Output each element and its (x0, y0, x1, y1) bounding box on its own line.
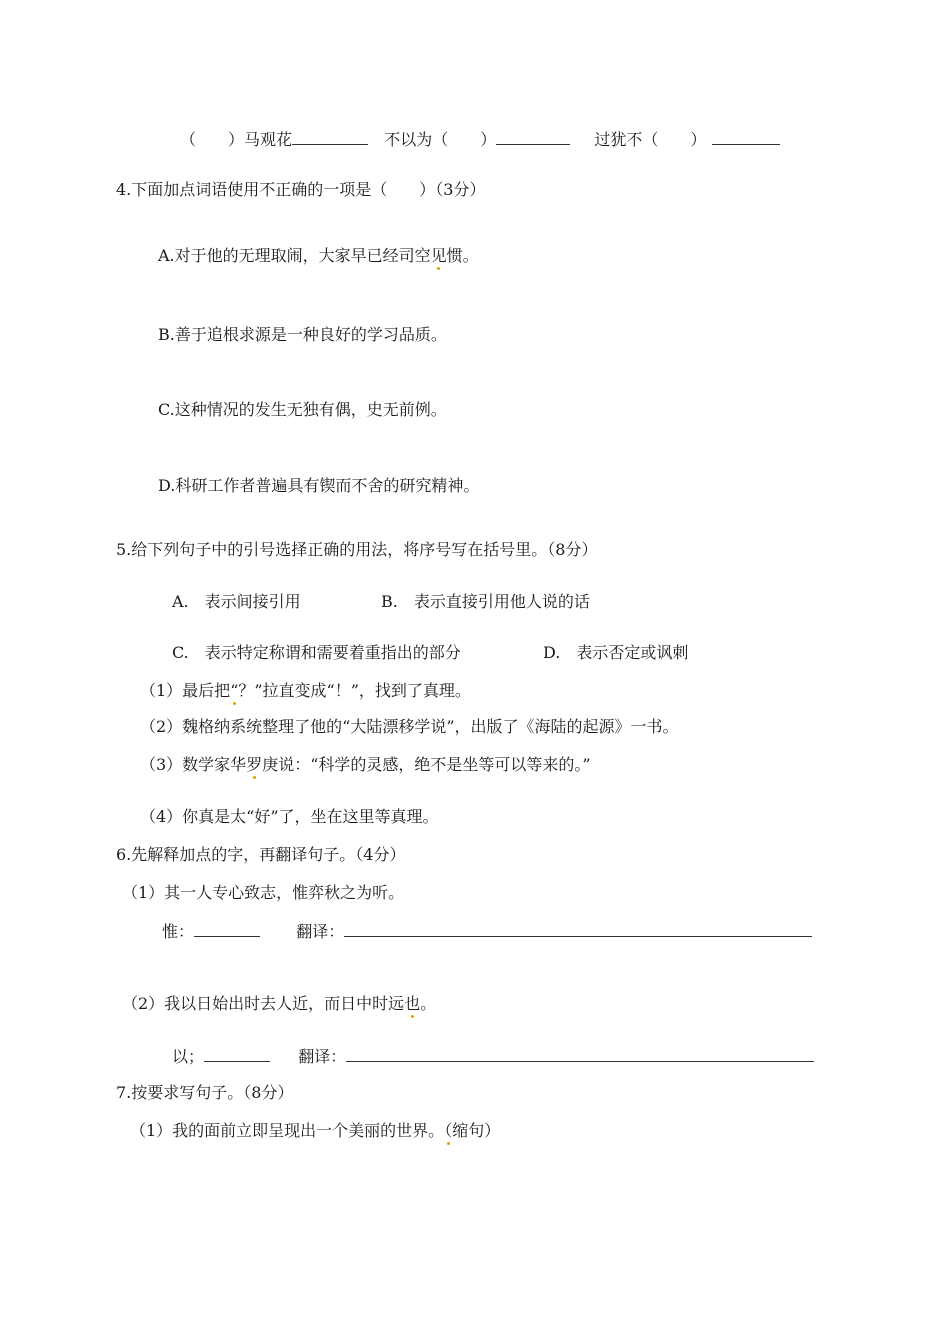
q6-s1-label: 惟： (162, 922, 195, 941)
q4-option-a: A.对于他的无理取闹，大家早已经司空见惯。 (158, 246, 479, 265)
q6-s2-translate-label: 翻译： (298, 1047, 347, 1066)
q6-answer-row-1 (162, 920, 812, 942)
q6-s2-explain-blank[interactable] (204, 1045, 270, 1062)
q5-sentence-2: （2）魏格纳系统整理了他的“大陆漂移学说”，出版了《海陆的起源》一书。 (140, 717, 679, 736)
q4-option-a-dotted-char: 见 (430, 246, 447, 265)
q6-sentence-1: （1）其一人专心致志，惟弈秋之为听。 (122, 883, 405, 902)
q4-option-b: B.善于追根求源是一种良好的学习品质。 (158, 325, 447, 344)
q5-option-a: A. 表示间接引用 (172, 592, 301, 611)
q6-sentence-2: （2）我以日始出时去人近，而日中时远也。 (122, 994, 437, 1013)
q6-s1-explain-blank[interactable] (194, 920, 260, 937)
q3-item-2: 不以为（ ） (384, 130, 497, 149)
q6-title: 6.先解释加点的字，再翻译句子。（4分） (116, 845, 406, 864)
q5-option-c: C. 表示特定称谓和需要着重指出的部分 (172, 643, 461, 662)
q5-title: 5.给下列句子中的引号选择正确的用法，将序号写在括号里。（8分） (116, 540, 598, 559)
q4-option-c: C.这种情况的发生无独有偶，史无前例。 (158, 400, 447, 419)
q6-s1-translate-blank[interactable] (344, 920, 812, 937)
q6-s2-dotted-char: 也 (404, 994, 421, 1013)
q5-s3-dotted-char: 罗 (246, 755, 263, 774)
q7-s1-dotted-char: （ (444, 1121, 453, 1140)
q7-title: 7.按要求写句子。（8分） (116, 1083, 294, 1102)
q4-option-d: D.科研工作者普遍具有锲而不舍的研究精神。 (158, 476, 480, 495)
q3-fill-line (180, 128, 780, 150)
q6-s1-translate-label: 翻译： (296, 922, 345, 941)
q3-item-1: （ ）马观花 (180, 130, 293, 149)
q5-sentence-4: （4）你真是太“好”了，坐在这里等真理。 (140, 807, 439, 826)
q5-option-d: D. 表示否定或讽刺 (543, 643, 689, 662)
q7-sentence-1: （1）我的面前立即呈现出一个美丽的世界。（缩句） (130, 1121, 501, 1140)
q4-title: 4.下面加点词语使用不正确的一项是（ ）（3分） (116, 180, 486, 199)
q5-sentence-3: （3）数学家华罗庚说：“科学的灵感，绝不是坐等可以等来的。” (140, 755, 591, 774)
q3-blank-2[interactable] (496, 128, 570, 145)
q6-s2-label: 以； (172, 1047, 205, 1066)
q5-option-b: B. 表示直接引用他人说的话 (381, 592, 590, 611)
q5-sentence-1: （1）最后把“？”拉直变成“！”，找到了真理。 (140, 681, 471, 700)
q5-s1-dotted-char: “ (230, 681, 239, 700)
q3-blank-1[interactable] (292, 128, 368, 145)
q6-s2-translate-blank[interactable] (346, 1045, 814, 1062)
q3-item-3: 过犹不（ ） (594, 130, 707, 149)
q6-answer-row-2 (172, 1045, 814, 1067)
q3-blank-3[interactable] (712, 128, 780, 145)
